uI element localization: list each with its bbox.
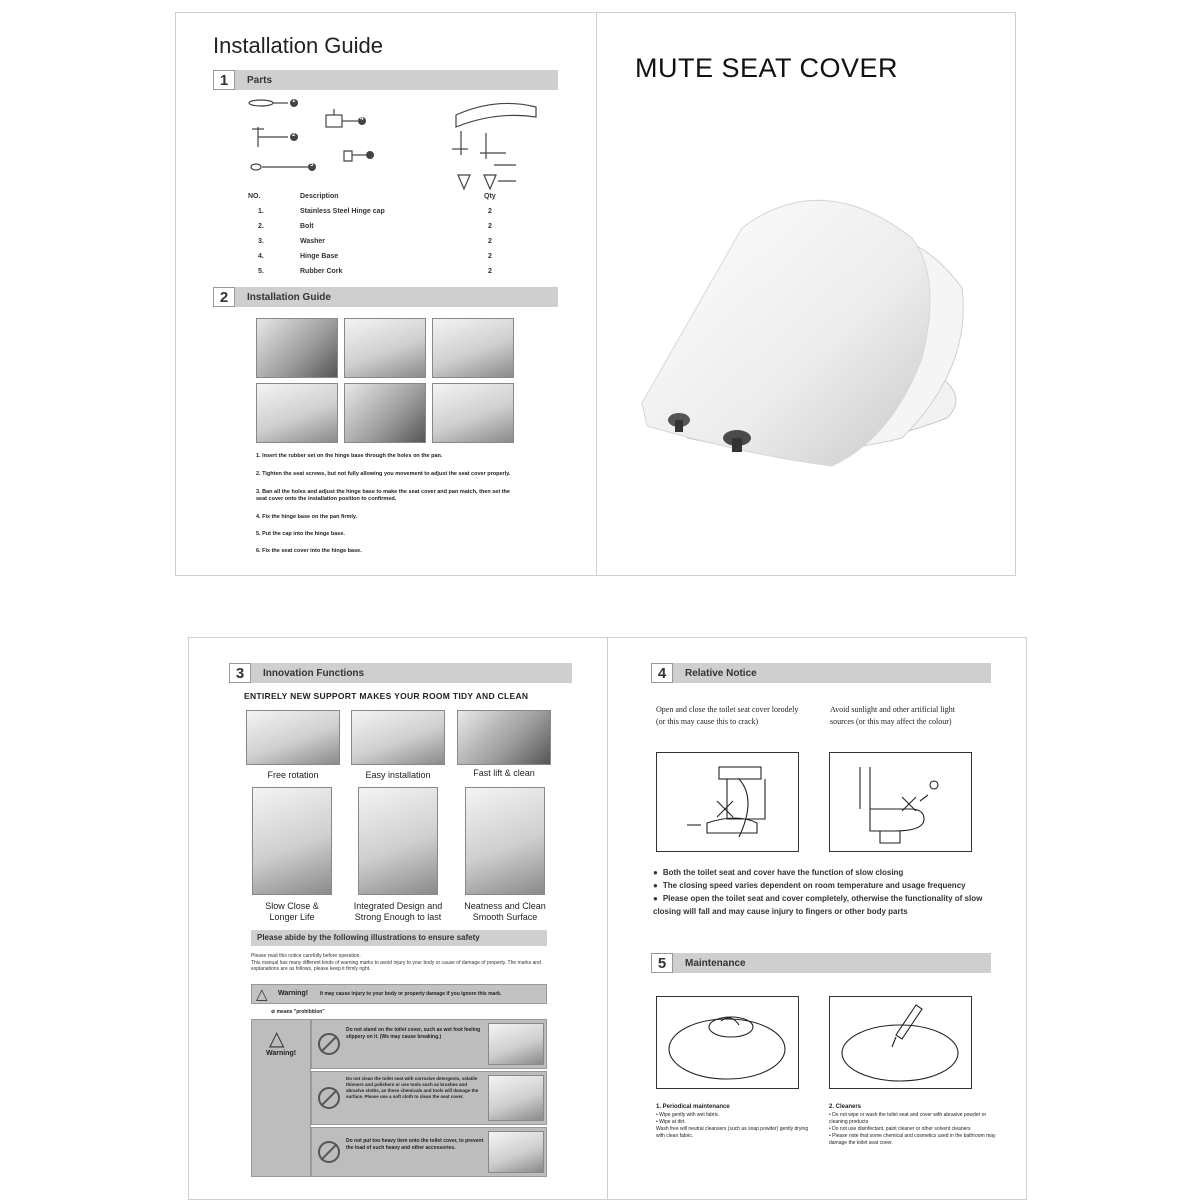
section-number: 5 (651, 953, 673, 973)
page-notice-maintenance (607, 637, 1027, 1200)
step-4: 4. Fix the hinge base on the pan firmly. (256, 514, 358, 520)
maint-left-body: • Wipe gently with wet fabric. • Wipe at dirt. Wash free will neutral cleansers (such as soap powder) gently drying with clean fabric. (656, 1112, 809, 1139)
page-product (596, 12, 1016, 576)
warning-row (311, 1071, 547, 1125)
seat-wipe-drawing (657, 997, 798, 1088)
prohibition-icon (318, 1033, 340, 1055)
section-number: 1 (213, 70, 235, 90)
innovation-headline: ENTIRELY NEW SUPPORT MAKES YOUR ROOM TIDY AND CLEAN (244, 691, 529, 701)
warning-text: It may cause injury to your body or property damage if you ignore this mark. (320, 991, 502, 997)
means-text: means "prohibition" (276, 1009, 325, 1015)
notice-left-text: Open and close the toilet seat cover lorodely (or this may cause this to crack) (656, 705, 799, 726)
section-title: Parts (247, 74, 273, 86)
step-2: 2. Tighten the seat screws, but not fully allowing you movement to adjust the seat cover properly. (256, 471, 511, 477)
warning-banner (251, 984, 547, 1004)
safety-bar-text: Please abide by the following illustrations to ensure safety (257, 933, 480, 942)
page-installation-guide (175, 12, 597, 576)
section-number: 4 (651, 663, 673, 683)
step-6: 6. Fix the seat cover into the hinge base. (256, 548, 362, 554)
warning-side-panel (251, 1019, 311, 1177)
means-prohibition (271, 1009, 325, 1015)
part-qty: 2 (488, 223, 492, 230)
warning-row (311, 1019, 547, 1069)
seat-cleaner-drawing (830, 997, 971, 1088)
col-description-header: Description (300, 193, 339, 200)
maint-left-title: 1. Periodical maintenance (656, 1104, 730, 1110)
warning-side-label: Warning! (266, 1050, 297, 1057)
part-description: Hinge Base (300, 253, 339, 260)
parts-diagram (236, 95, 566, 205)
warning-row (311, 1127, 547, 1177)
warning-triangle-icon: △ (256, 986, 268, 1003)
step-5: 5. Put the cap into the hinge base. (256, 531, 345, 537)
notice-diagram-sunlight (829, 752, 972, 852)
callout-5: 5 (310, 162, 314, 168)
feature-photo-fast-lift (457, 710, 551, 765)
prohibition-icon (318, 1087, 340, 1109)
warning-side-icon: △ (269, 1028, 285, 1050)
feature-photo-easy-installation (351, 710, 445, 765)
section-number: 2 (213, 287, 235, 307)
feature-photo-smooth-surface (465, 787, 545, 895)
safety-intro: Please read this notice carefully before operation. This manual has many different kinds of warning marks to avoid injury to your body or cause of damage of property. The marks and explanations are as follows, please keep it firmly right. (251, 953, 541, 972)
part-description: Washer (300, 238, 326, 245)
section-innovation-bar (229, 663, 572, 683)
feature-caption: Neatness and Clean Smooth Surface (464, 901, 546, 922)
part-no: 2. (258, 223, 264, 230)
seat-cover-image (627, 188, 987, 478)
prohibition-small-icon: ⊘ (271, 1009, 276, 1015)
part-no: 4. (258, 253, 264, 260)
feature-caption: Free rotation (267, 770, 319, 780)
step-photo-6 (432, 383, 514, 443)
section-title: Maintenance (685, 957, 746, 969)
notice-bullet: ● The closing speed varies dependent on room temperature and usage frequency (653, 879, 993, 892)
callout-3: 3 (359, 150, 363, 156)
section-notice-bar (651, 663, 991, 683)
product-title: MUTE SEAT COVER (635, 53, 899, 83)
section-title: Relative Notice (685, 667, 757, 679)
part-description: Stainless Steel Hinge cap (300, 208, 385, 215)
feature-caption: Fast lift & clean (473, 768, 535, 778)
step-photo-2 (344, 318, 426, 378)
part-qty: 2 (488, 268, 492, 275)
callout-1: 1 (292, 98, 296, 104)
step-3: 3. Ban all the holes and adjust the hinge base to make the seat cover and pan match, then set the seat cover onto the installation position to confirmed. (256, 489, 510, 502)
part-no: 5. (258, 268, 264, 275)
section-number: 3 (229, 663, 251, 683)
guide-title: Installation Guide (213, 33, 383, 58)
part-qty: 2 (488, 208, 492, 215)
section-parts-bar (213, 70, 558, 90)
notice-right-text: Avoid sunlight and other artificial light sources (or this may affect the colour) (830, 705, 955, 726)
feature-caption: Slow Close & Longer Life (265, 901, 319, 922)
maint-right-title: 2. Cleaners (829, 1104, 862, 1110)
warning-photo-heavy-item (488, 1131, 544, 1173)
section-title: Innovation Functions (263, 667, 365, 679)
page-innovation (188, 637, 608, 1200)
safety-bar (251, 930, 547, 946)
col-qty-header: Qty (484, 193, 496, 200)
toilet-sunlight-drawing (830, 753, 971, 851)
feature-caption: Easy installation (365, 770, 431, 780)
notice-bullet: ● Both the toilet seat and cover have the function of slow closing (653, 866, 993, 879)
maintenance-diagram-cleaner (829, 996, 972, 1089)
step-photo-1 (256, 318, 338, 378)
part-no: 1. (258, 208, 264, 215)
notice-bullet: ● Please open the toilet seat and cover completely, otherwise the functionality of slow closing will fall and may cause injury to fingers or other body parts (653, 892, 993, 918)
warning-item-text: Do not clean the toilet seat with corrosive detergents, volatile thinners and polishers or use tools such as brushes and abrasive cloths, as these chemicals and tools will damage the surface. Please use a soft cloth to clean the seat cover. (346, 1076, 479, 1099)
feature-caption: Integrated Design and Strong Enough to last (353, 901, 443, 922)
warning-photo-chemicals (488, 1075, 544, 1121)
warning-item-text: Do not stand on the toilet cover, such as wet foot feeling slippery on it. (We may cause breaking.) (346, 1027, 481, 1040)
step-photo-4 (256, 383, 338, 443)
warning-label: Warning! (278, 990, 309, 997)
feature-photo-slow-close (252, 787, 332, 895)
part-description: Rubber Cork (300, 268, 343, 275)
notice-diagram-slam (656, 752, 799, 852)
feature-photo-free-rotation (246, 710, 340, 765)
toilet-slam-drawing (657, 753, 798, 851)
step-photo-3 (432, 318, 514, 378)
callout-2: 2 (292, 132, 296, 138)
col-no-header: NO. (248, 193, 261, 200)
notice-bullets (653, 866, 993, 918)
callout-4: 4 (360, 116, 364, 122)
maintenance-diagram-wipe (656, 996, 799, 1089)
feature-photo-integrated-design (358, 787, 438, 895)
step-photo-5 (344, 383, 426, 443)
part-no: 3. (258, 238, 264, 245)
part-description: Bolt (300, 223, 314, 230)
part-qty: 2 (488, 238, 492, 245)
warning-item-text: Do not put too heavy item onto the toilet cover, to prevent the load of such heavy and other accessories. (346, 1138, 484, 1151)
maint-right-body: • Do not wipe or wash the toilet seat and cover with abrasive powder or cleaning products • Do not use disinfectant, paint cleaner or other solvent cleaners • Please note that some chemical and cosmetics used in the bathroom may damage the toilet seat cover. (829, 1112, 996, 1146)
section-title: Installation Guide (247, 291, 331, 303)
part-qty: 2 (488, 253, 492, 260)
warning-photo-standing (488, 1023, 544, 1065)
step-1: 1. Insert the rubber set on the hinge base through the holes on the pan. (256, 453, 443, 459)
section-installation-bar (213, 287, 558, 307)
prohibition-icon (318, 1141, 340, 1163)
section-maintenance-bar (651, 953, 991, 973)
